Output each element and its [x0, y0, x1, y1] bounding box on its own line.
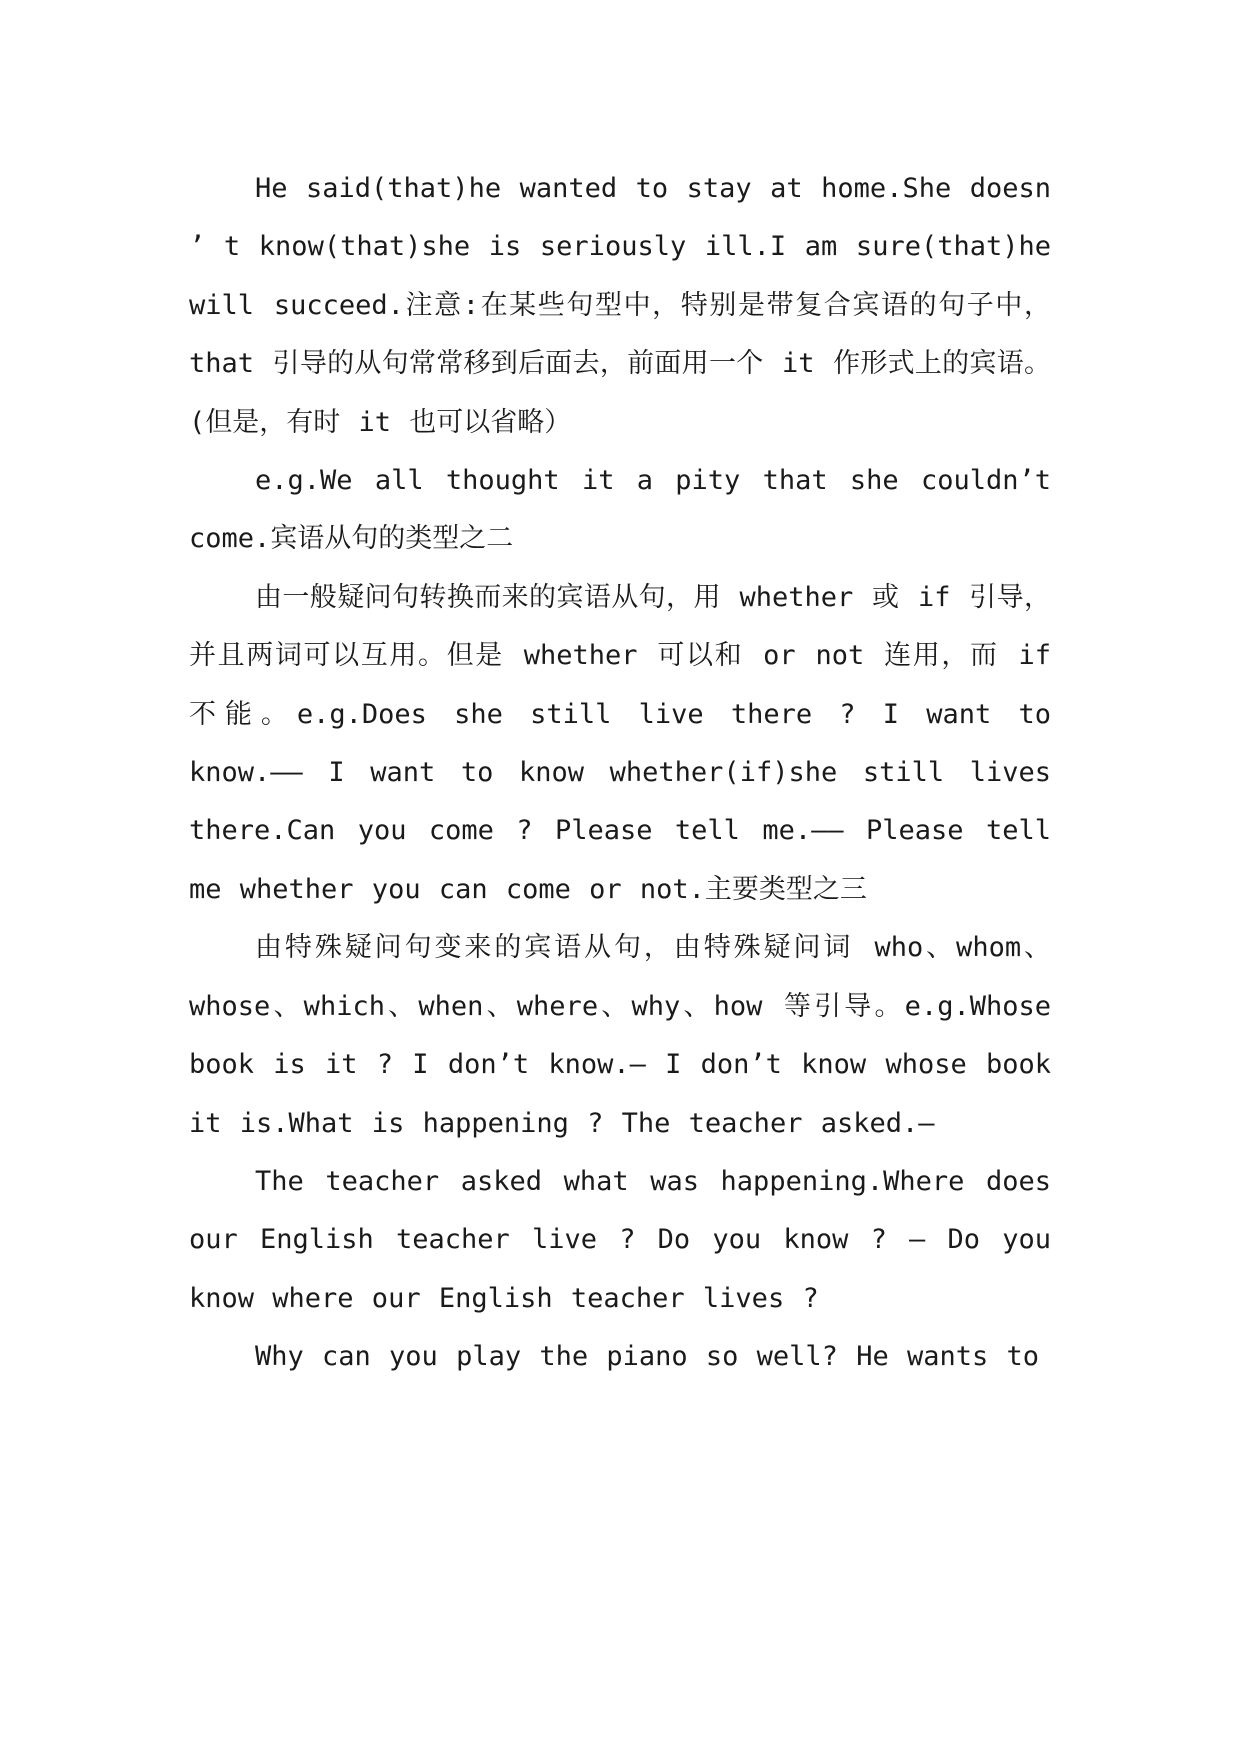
paragraph-wh-questions: 由特殊疑问句变来的宾语从句，由特殊疑问词 who、whom、whose、which、when、where、why、how 等引导。e.g.Whose book is it ? I don’t know.— I don’t know whose book it is.What is happening ? The teacher asked.— [189, 932, 1051, 1139]
document-body [189, 160, 1051, 1387]
paragraph-piano-example: Why can you play the piano so well? He wants to [255, 1341, 1040, 1373]
paragraph-object-clause-that: He said(that)he wanted to stay at home.She doesn ’ t know(that)she is seriously ill.I am sure(that)he will succeed.注意:在某些句型中，特别是带复合宾语的句子中，that 引导的从句常常移到后面去，前面用一个 it 作形式上的宾语。(但是，有时 it 也可以省略） [189, 173, 1051, 438]
paragraph-teacher-example: The teacher asked what was happening.Where does our English teacher live ? Do you know ? — Do you know where our English teacher lives ? [189, 1165, 1051, 1314]
paragraph-example-pity: e.g.We all thought it a pity that she couldn’t come.宾语从句的类型之二 [189, 465, 1051, 555]
paragraph-whether-if: 由一般疑问句转换而来的宾语从句，用 whether 或 if 引导，并且两词可以互用。但是 whether 可以和 or not 连用，而 if 不能。e.g.Does she still live there ? I want to know.—— I want to know whether(if)she still lives there.Can you come ? Please tell me.—— Please tell me whether you can come or not.主要类型之三 [189, 581, 1051, 905]
